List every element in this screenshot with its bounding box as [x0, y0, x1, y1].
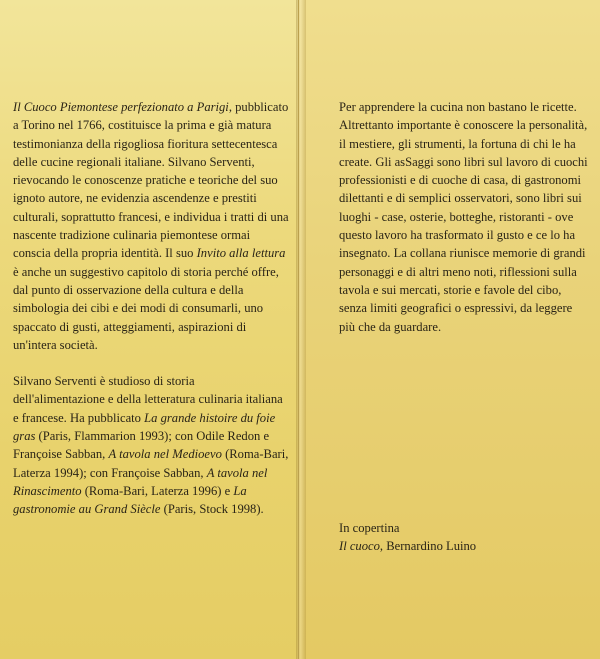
publication-title: A tavola nel Rinascimento — [13, 465, 268, 498]
artist-name: , Bernardino Luino — [379, 539, 477, 554]
book-description-paragraph — [13, 98, 289, 354]
series-description-paragraph: Per apprendere la cucina non bastano le ricette. Altrettanto importante è conoscere la personalità, il mestiere, gli strumenti, la fortuna di chi le ha create. Gli asSaggi sono libri sul lavoro di cuochi professionisti e di cuoche di casa, di gastronomi dilettanti e di semplici osservatori, sono libri sui luoghi - case, osterie, botteghe, ristoranti - ove questo lavoro ha trasformato il gusto e ce lo ha insegnato. La collana riunisce memorie di grandi personaggi e di altri meno noti, riflessioni sulla tavola e sui mercati, storie e favole del cibo, senza limiti geografici o espressivi, da leggere più che da guardare. — [339, 100, 588, 334]
author-bio-paragraph — [13, 372, 289, 518]
description-text: , pubblicato a Torino nel 1766, costituisce la prima e già matura testimonianza della rigogliosa fioritura settecentesca delle cucine regionali italiane. Silvano Serventi, rievocando le conoscenze pratiche e teoriche del suo ignoto autore, ne evidenzia ascendenze e prestiti culturali, soprattutto francesi, e individua i tratti di una nascente tradizione culinaria piemontese ormai conscia della propria identità. Il suo — [13, 100, 289, 261]
book-title-italic: Il Cuoco Piemontese perfezionato a Parigi — [13, 100, 229, 114]
bio-text: (Roma-Bari, Laterza 1994); con Françoise Sabban, — [13, 447, 289, 480]
series-description — [339, 98, 591, 336]
cover-credits — [339, 519, 589, 556]
artwork-title: Il cuoco — [339, 539, 380, 554]
publication-title: La gastronomie au Grand Siècle — [13, 483, 247, 517]
bio-text: (Roma-Bari, Laterza 1996) e — [81, 483, 234, 498]
introduction-title-italic: Invito alla lettura — [196, 246, 286, 261]
left-flap-text — [13, 98, 289, 519]
cover-credits-label: In copertina — [339, 521, 400, 535]
bio-text: Silvano Serventi è studioso di storia dell'alimentazione e della letteratura culinaria italiana e francese. Ha pubblicato — [13, 374, 283, 425]
bio-text: (Paris, Flammarion 1993); con Odile Redon e Françoise Sabban, — [13, 429, 270, 462]
publication-title: La grande histoire du foie gras — [13, 410, 276, 444]
cover-credits-artwork — [339, 537, 589, 555]
bio-text: (Paris, Stock 1998). — [160, 502, 264, 517]
publication-title: A tavola nel Medioevo — [108, 447, 222, 462]
left-flap — [0, 0, 299, 659]
description-text: è anche un suggestivo capitolo di storia perché offre, dal punto di osservazione della cultura e della simbologia dei cibi e dei modi di consumarli, uno spaccato di gusti, atteggiamenti, aspirazioni di un'intera società. — [13, 264, 279, 352]
right-flap — [299, 0, 600, 659]
